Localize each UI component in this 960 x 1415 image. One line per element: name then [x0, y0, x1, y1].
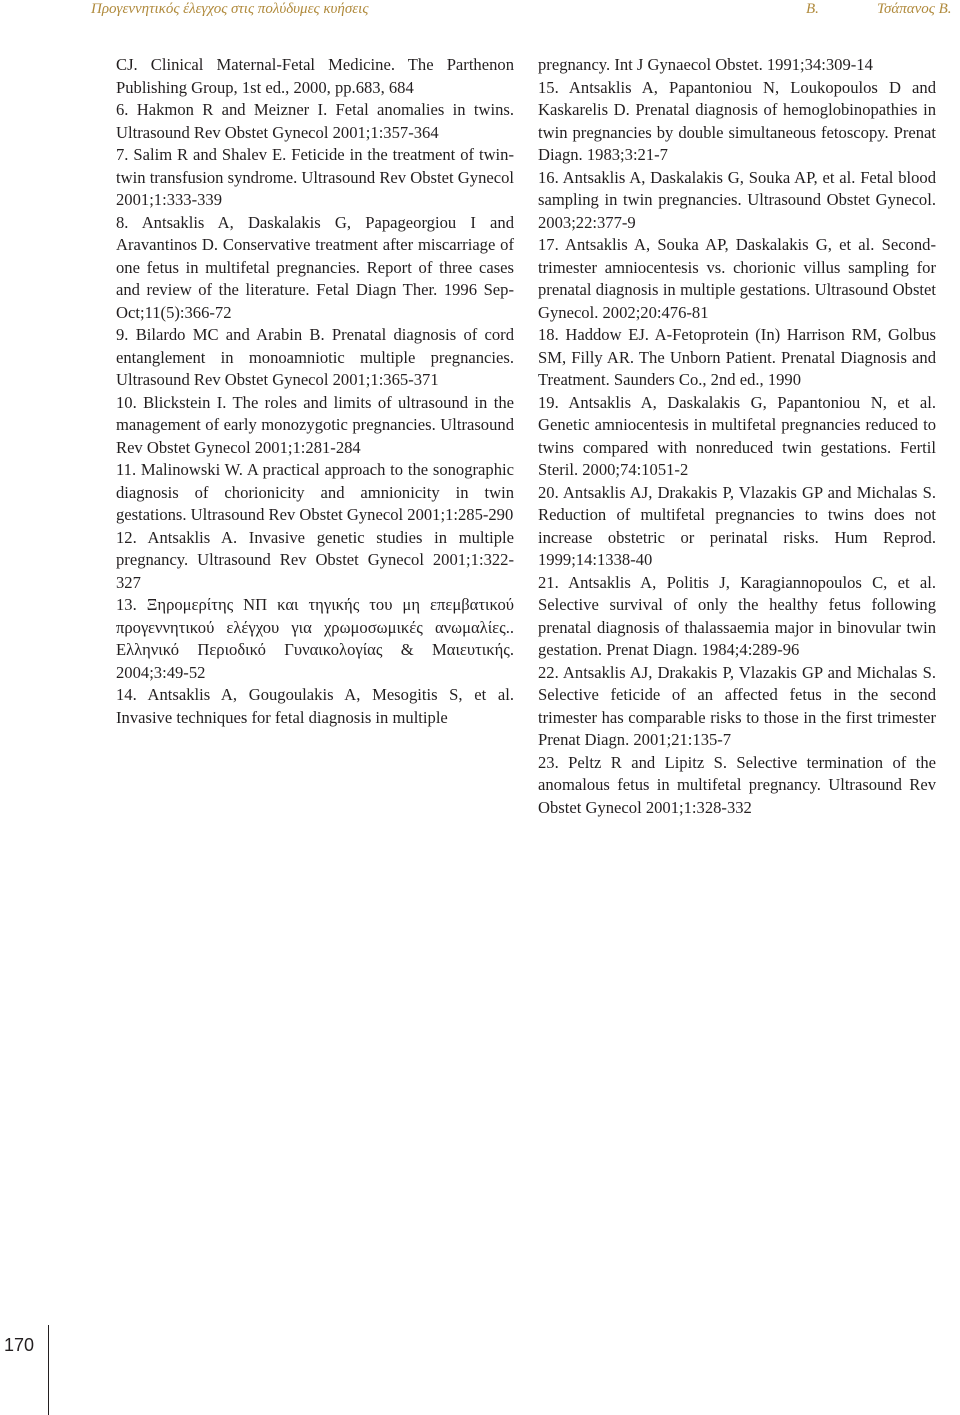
- reference-item: 20. Antsaklis AJ, Drakakis P, Vlazakis GP and Michalas S. Reduction of multifetal pregnancies to twins does not increase obstetric or perinatal risks. Hum Reprod. 1999;14:1338-40: [538, 482, 936, 569]
- reference-item: 9. Bilardo MC and Arabin B. Prenatal diagnosis of cord entanglement in monoamniotic multiple pregnancies. Ultrasound Rev Obstet Gynecol 2001;1:365-371: [116, 325, 514, 389]
- reference-item: 15. Antsaklis A, Papantoniou N, Loukopoulos D and Kaskarelis D. Prenatal diagnosis of hemoglobinopathies in twin pregnancies by double simultaneous fetoscopy. Prenat Diagn. 1983;3:21-7: [538, 77, 936, 164]
- reference-item: 6. Hakmon R and Meizner I. Fetal anomalies in twins. Ultrasound Rev Obstet Gynecol 2001;1:357-364: [116, 100, 514, 142]
- reference-item: 21. Antsaklis A, Politis J, Karagiannopoulos C, et al. Selective survival of only the healthy fetus following prenatal diagnosis of thalassaemia major in binovular twin gestation. Prenat Diagn. 1984;4:289-96: [538, 572, 936, 659]
- reference-item: 12. Antsaklis A. Invasive genetic studies in multiple pregnancy. Ultrasound Rev Obstet Gynecol 2001;1:322-327: [116, 527, 514, 592]
- running-header: [0, 0, 960, 24]
- page-number-divider: [48, 1325, 49, 1415]
- page-number: 170: [4, 1335, 35, 1355]
- running-title: Προγεννητικός έλεγχος στις πολύδυμες κυήσεις: [91, 1, 369, 17]
- author-initial: Β.: [806, 1, 819, 17]
- reference-item: 8. Antsaklis A, Daskalakis G, Papageorgiou I and Aravantinos D. Conservative treatment after miscarriage of one fetus in multifetal pregnancies. Report of three cases and review of the literature. Fetal Diagn Ther. 1996 Sep-Oct;11(5):366-72: [116, 212, 514, 322]
- reference-item: 18. Haddow EJ. A-Fetoprotein (In) Harrison RM, Golbus SM, Filly AR. The Unborn Patient. Prenatal Diagnosis and Treatment. Saunders Co., 2nd ed., 1990: [538, 325, 936, 389]
- references-left-column: [116, 54, 514, 729]
- reference-item: 10. Blickstein I. The roles and limits of ultrasound in the management of early monozygotic pregnancies. Ultrasound Rev Obstet Gynecol 2001;1:281-284: [116, 392, 514, 457]
- reference-item: pregnancy. Int J Gynaecol Obstet. 1991;34:309-14: [538, 55, 873, 74]
- reference-item: 11. Malinowski W. A practical approach to the sonographic diagnosis of chorionicity and amnionicity in twin gestations. Ultrasound Rev Obstet Gynecol 2001;1:285-290: [116, 460, 514, 524]
- reference-item: 17. Antsaklis A, Souka AP, Daskalakis G, et al. Second-trimester amniocentesis vs. chorionic villus sampling for prenatal diagnosis in multiple gestations. Ultrasound Obstet Gynecol. 2002;20:476-81: [538, 235, 936, 322]
- page-footer: [0, 1325, 960, 1415]
- reference-item: 22. Antsaklis AJ, Drakakis P, Vlazakis GP and Michalas S. Selective feticide of an affected fetus in the second trimester has comparable risks to those in the first trimester Prenat Diagn. 2001;21:135-7: [538, 662, 936, 749]
- reference-item: 19. Antsaklis A, Daskalakis G, Papantoniou N, et al. Genetic amniocentesis in multifetal pregnancies reduced to twins compared with nonreduced twin gestations. Fertil Steril. 2000;74:1051-2: [538, 392, 936, 479]
- author-surname: Τσάπανος Β.: [877, 1, 952, 17]
- references-right-column: [538, 54, 936, 819]
- reference-item: CJ. Clinical Maternal-Fetal Medicine. The Parthenon Publishing Group, 1st ed., 2000, pp.683, 684: [116, 55, 514, 97]
- reference-item: 7. Salim R and Shalev E. Feticide in the treatment of twin-twin transfusion syndrome. Ultrasound Rev Obstet Gynecol 2001;1:333-339: [116, 145, 514, 209]
- reference-item: 14. Antsaklis A, Gougoulakis A, Mesogitis S, et al. Invasive techniques for fetal diagnosis in multiple: [116, 685, 514, 727]
- reference-item: 13. Ξηρομερίτης ΝΠ και τηγικής του μη επεμβατικού προγεννητικού ελέγχου για χρωμοσωμικές ανωμαλίες.. Ελληνικό Περιοδικό Γυναικολογίας & Μαιευτικής. 2004;3:49-52: [116, 595, 514, 682]
- reference-item: 16. Antsaklis A, Daskalakis G, Souka AP, et al. Fetal blood sampling in twin pregnancies. Ultrasound Obstet Gynecol. 2003;22:377-9: [538, 167, 936, 232]
- reference-item: 23. Peltz R and Lipitz S. Selective termination of the anomalous fetus in multifetal pregnancy. Ultrasound Rev Obstet Gynecol 2001;1:328-332: [538, 752, 936, 817]
